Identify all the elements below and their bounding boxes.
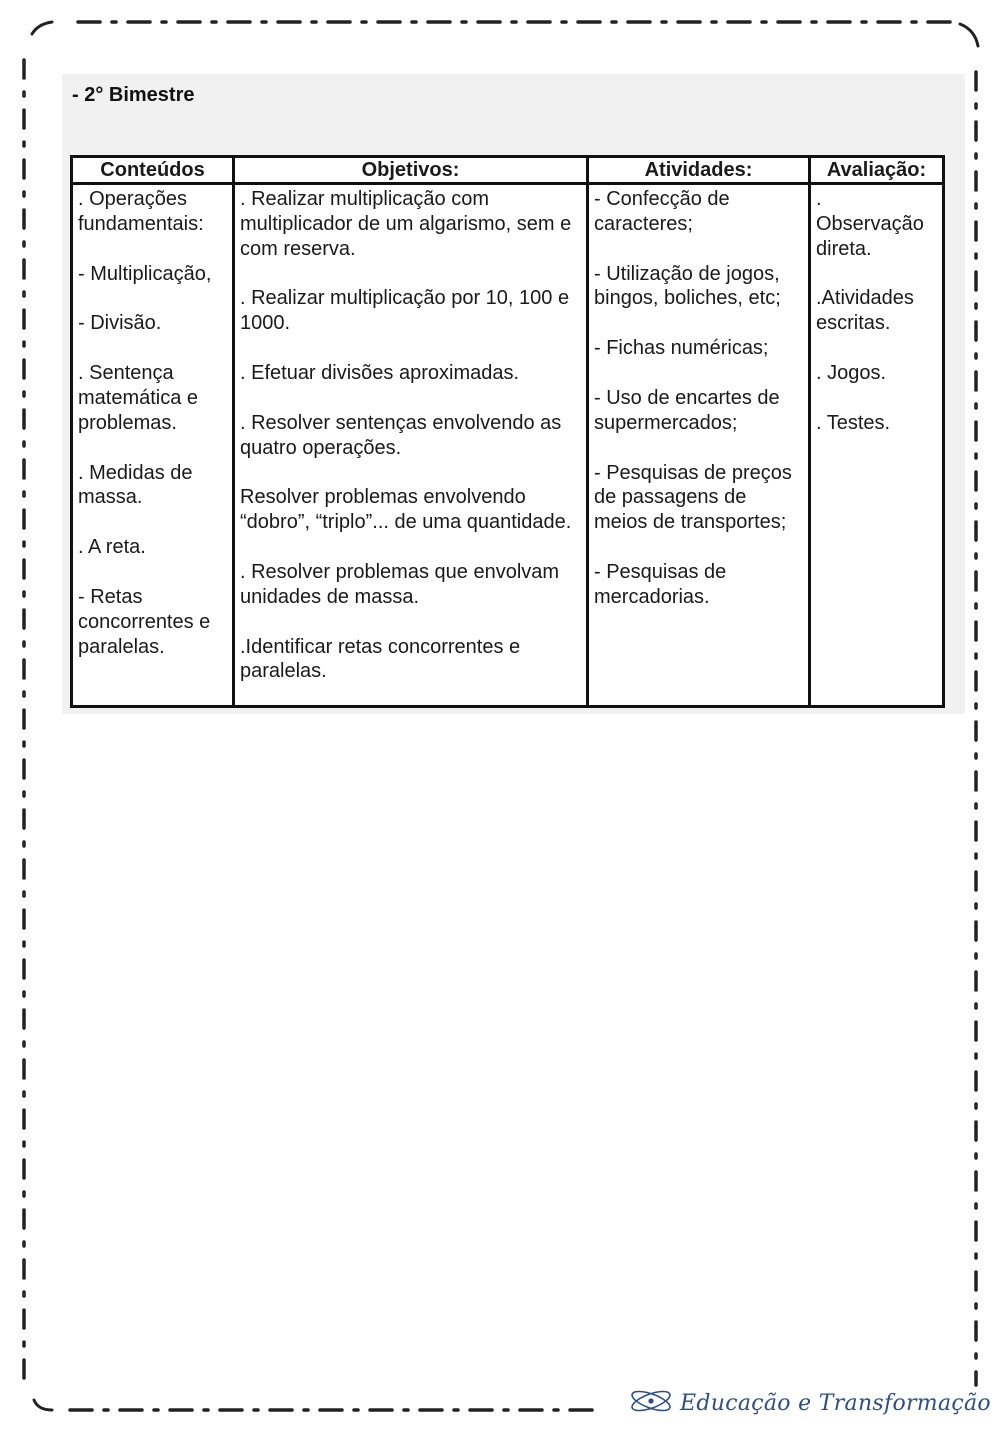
list-item: . Testes. (816, 411, 891, 434)
list-item: . A reta. (78, 536, 146, 559)
list-item: . Medidas de massa. (78, 461, 193, 509)
list-item: Resolver problemas envolvendo “dobro”, “triplo”... de uma quantidade. (240, 486, 572, 534)
cell-atividades (588, 184, 810, 707)
list-item: .Identificar retas concorrentes e paralelas. (240, 635, 521, 683)
lesson-plan-table (70, 155, 945, 708)
list-item: . Sentença matemática e problemas. (78, 362, 199, 434)
list-item: - Pesquisas de preços de passagens de meios de transportes; (594, 461, 792, 534)
cell-objetivos (234, 184, 588, 707)
list-item: .Atividades escritas. (816, 287, 914, 335)
header-atividades: Atividades: (588, 157, 810, 184)
logo-text: Educação e Transformação (680, 1391, 991, 1416)
cell-conteudos (72, 184, 234, 707)
header-avaliacao: Avaliação: (810, 157, 944, 184)
list-item: - Uso de encartes de supermercados; (594, 386, 780, 434)
list-item: . Operações fundamentais: (78, 188, 204, 235)
list-item: . Realizar multiplicação por 10, 100 e 1000. (240, 287, 570, 335)
list-item: - Fichas numéricas; (594, 337, 769, 360)
list-item: . Efetuar divisões aproximadas. (240, 361, 520, 384)
header-objetivos: Objetivos: (234, 157, 588, 184)
atom-icon (628, 1385, 674, 1422)
list-item: . Resolver sentenças envolvendo as quatro operações. (240, 411, 562, 459)
table-row (72, 184, 944, 707)
brand-logo (628, 1385, 991, 1422)
list-item: . Resolver problemas que envolvam unidades de massa. (240, 560, 560, 608)
cell-avaliacao (810, 184, 944, 707)
list-item: - Divisão. (78, 312, 162, 335)
list-item: . Realizar multiplicação com multiplicador de um algarismo, sem e com reserva. (240, 188, 572, 260)
list-item: - Pesquisas de mercadorias. (594, 560, 727, 608)
table-header-row (72, 157, 944, 184)
list-item: - Multiplicação, (78, 262, 212, 285)
list-item: . Jogos. (816, 361, 887, 384)
list-item: . Observação direta. (816, 188, 924, 260)
list-item: - Utilização de jogos, bingos, boliches, etc; (594, 262, 781, 310)
section-title: - 2° Bimestre (72, 84, 195, 106)
header-conteudos: Conteúdos (72, 157, 234, 184)
list-item: - Retas concorrentes e paralelas. (78, 585, 211, 658)
list-item: - Confecção de caracteres; (594, 188, 730, 235)
